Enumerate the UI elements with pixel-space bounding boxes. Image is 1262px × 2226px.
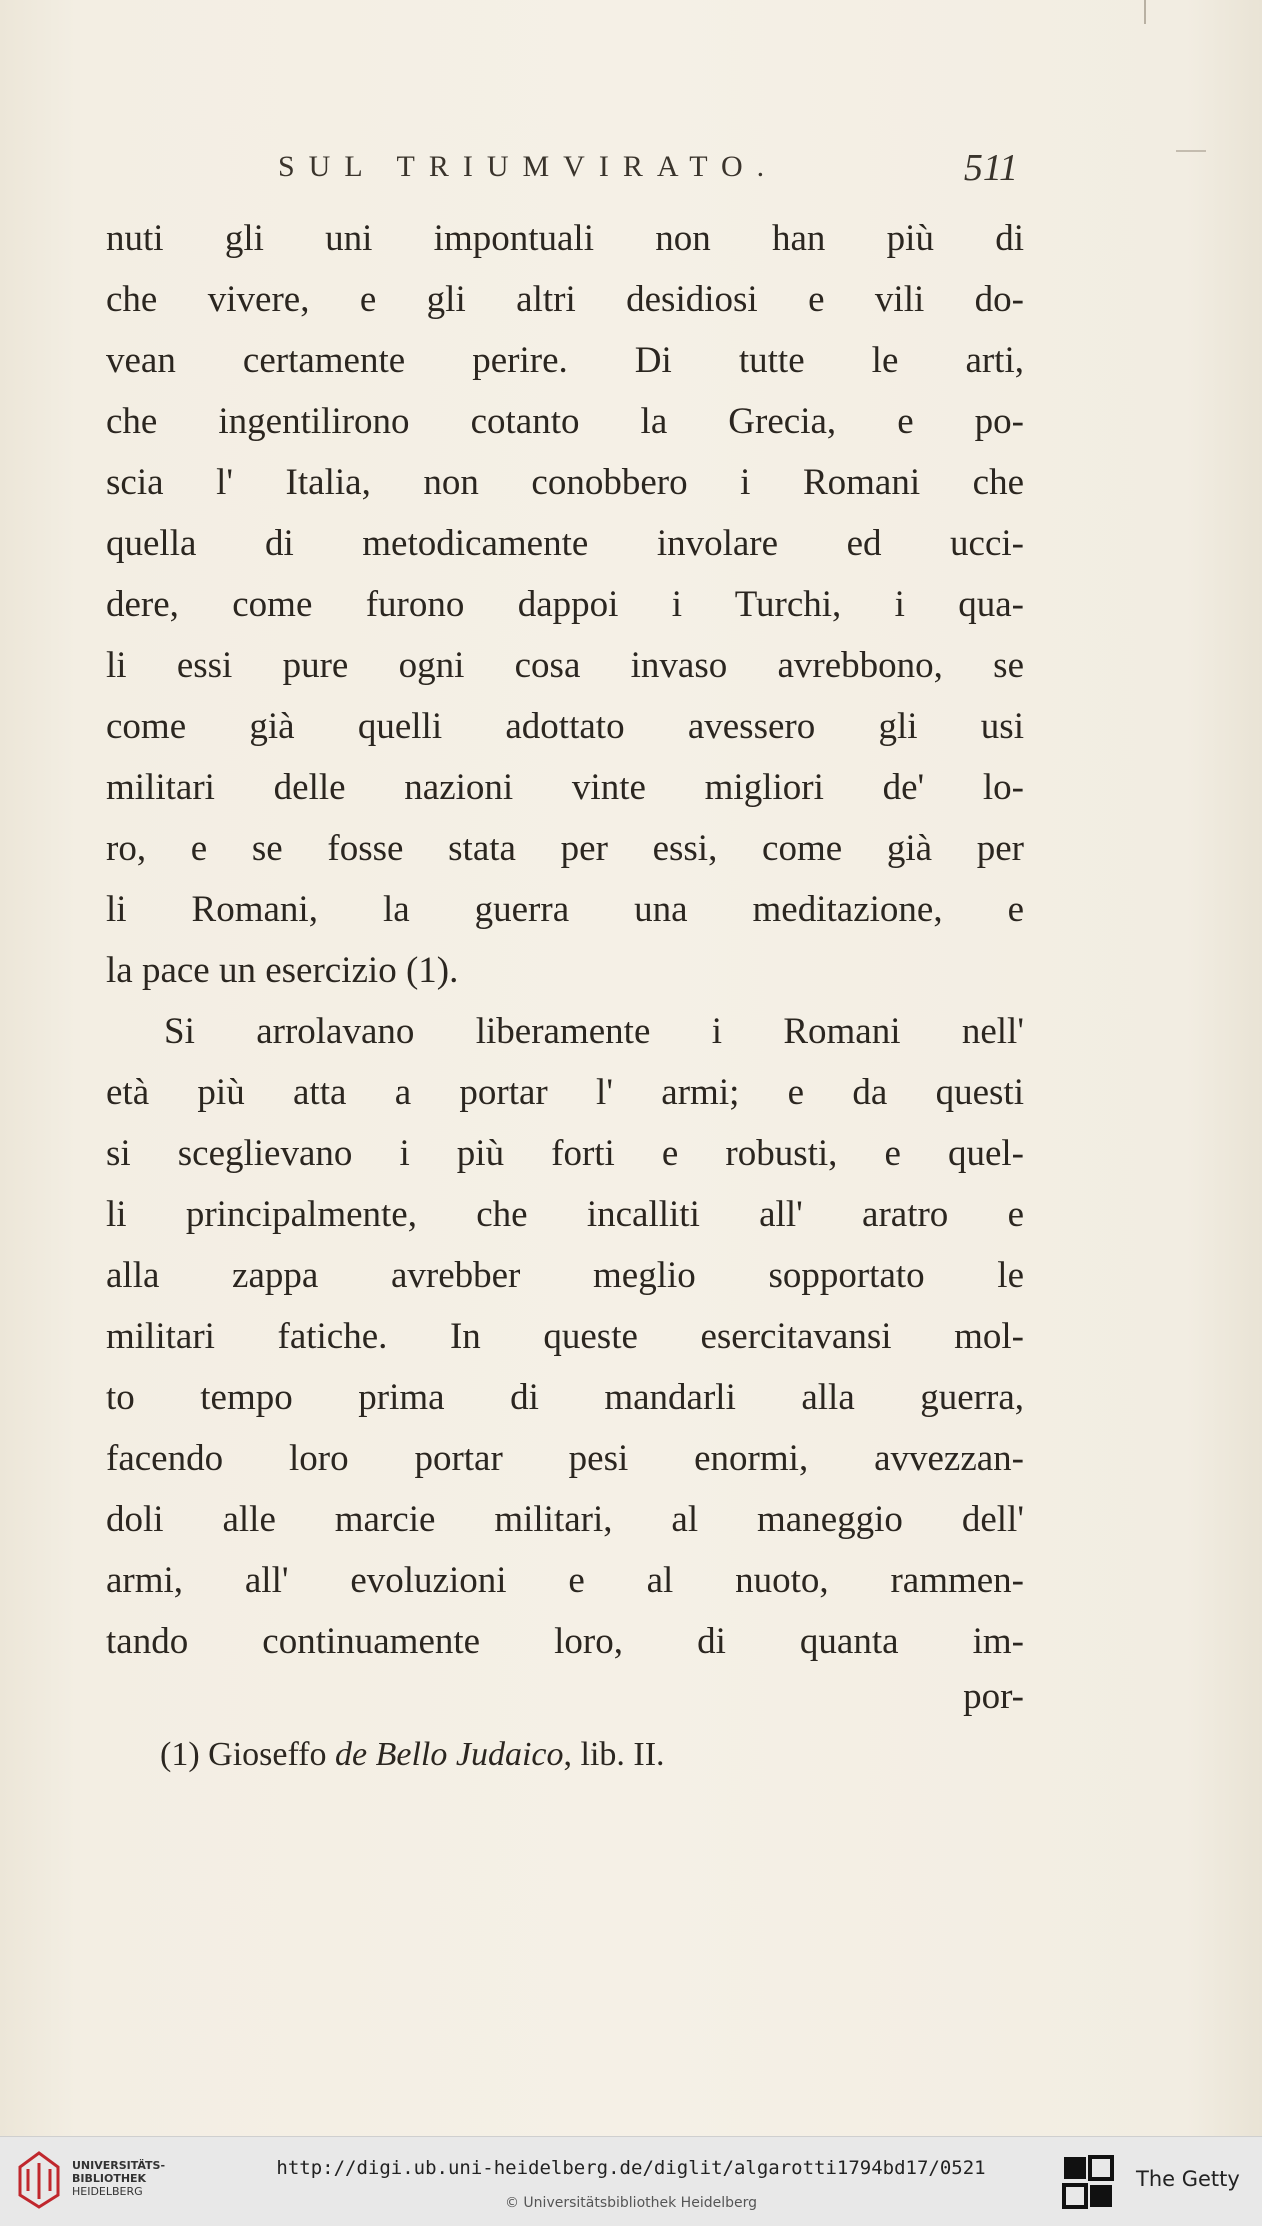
- copyright-notice: © Universitätsbibliothek Heidelberg: [504, 2195, 757, 2211]
- text-line: alla zappa avrebber meglio sopportato le: [106, 1255, 1024, 1296]
- footnote-reference: , lib. II.: [563, 1736, 665, 1773]
- text-line: facendo loro portar pesi enormi, avvezzan-: [106, 1438, 1024, 1479]
- text-line: li Romani, la guerra una meditazione, e: [106, 889, 1024, 930]
- text-line: militari delle nazioni vinte migliori de' lo-: [106, 767, 1024, 808]
- text-line: età più atta a portar l' armi; e da questi: [106, 1072, 1024, 1113]
- text-line: to tempo prima di mandarli alla guerra,: [106, 1377, 1024, 1418]
- running-head: SUL TRIUMVIRATO.: [278, 150, 779, 183]
- footnote: [160, 1725, 960, 1785]
- library-name-line-3: HEIDELBERG: [72, 2185, 143, 2198]
- text-line: la pace un esercizio (1).: [106, 950, 459, 991]
- text-line: doli alle marcie militari, al maneggio dell': [106, 1499, 1024, 1540]
- text-line: Si arrolavano liberamente i Romani nell': [164, 1011, 1024, 1052]
- library-name-line-2: BIBLIOTHEK: [72, 2172, 147, 2185]
- text-line: che vivere, e gli altri desidiosi e vili do-: [106, 279, 1024, 320]
- catchword: por-: [963, 1676, 1024, 1717]
- library-name-line-1: UNIVERSITÄTS-: [72, 2159, 166, 2172]
- permalink-url[interactable]: http://digi.ub.uni-heidelberg.de/diglit/algarotti1794bd17/0521: [276, 2157, 986, 2179]
- getty-logo-icon: [1062, 2155, 1114, 2211]
- text-line: tando continuamente loro, di quanta im-: [106, 1621, 1024, 1662]
- text-line: li essi pure ogni cosa invaso avrebbono, se: [106, 645, 1024, 686]
- text-line: vean certamente perire. Di tutte le arti,: [106, 340, 1024, 381]
- footnote-marker: (1): [160, 1736, 200, 1773]
- text-line: quella di metodicamente involare ed ucci-: [106, 523, 1024, 564]
- text-line: dere, come furono dappoi i Turchi, i qua-: [106, 584, 1024, 625]
- page-header: [278, 147, 1018, 200]
- text-line: militari fatiche. In queste esercitavansi mol-: [106, 1316, 1024, 1357]
- catchword-row: [106, 1666, 1024, 1727]
- text-line: che ingentilirono cotanto la Grecia, e po-: [106, 401, 1024, 442]
- text-line: nuti gli uni impontuali non han più di: [106, 218, 1024, 259]
- text-line: armi, all' evoluzioni e al nuoto, rammen-: [106, 1560, 1024, 1601]
- text-line: scia l' Italia, non conobbero i Romani che: [106, 462, 1024, 503]
- viewer-footer: [0, 2136, 1262, 2226]
- footnote-author: Gioseffo: [208, 1736, 327, 1773]
- page-edge-mark: [1144, 0, 1146, 24]
- text-line: ro, e se fosse stata per essi, come già per: [106, 828, 1024, 869]
- page-number: 511: [963, 147, 1018, 189]
- text-line: come già quelli adottato avessero gli usi: [106, 706, 1024, 747]
- page-edge-dash: [1176, 150, 1206, 152]
- body-text: [106, 208, 1024, 1672]
- text-line: si sceglievano i più forti e robusti, e quel-: [106, 1133, 1024, 1174]
- partner-name: The Getty: [1136, 2167, 1240, 2191]
- footnote-title: de Bello Judaico: [335, 1736, 564, 1773]
- text-line: li principalmente, che incalliti all' aratro e: [106, 1194, 1024, 1235]
